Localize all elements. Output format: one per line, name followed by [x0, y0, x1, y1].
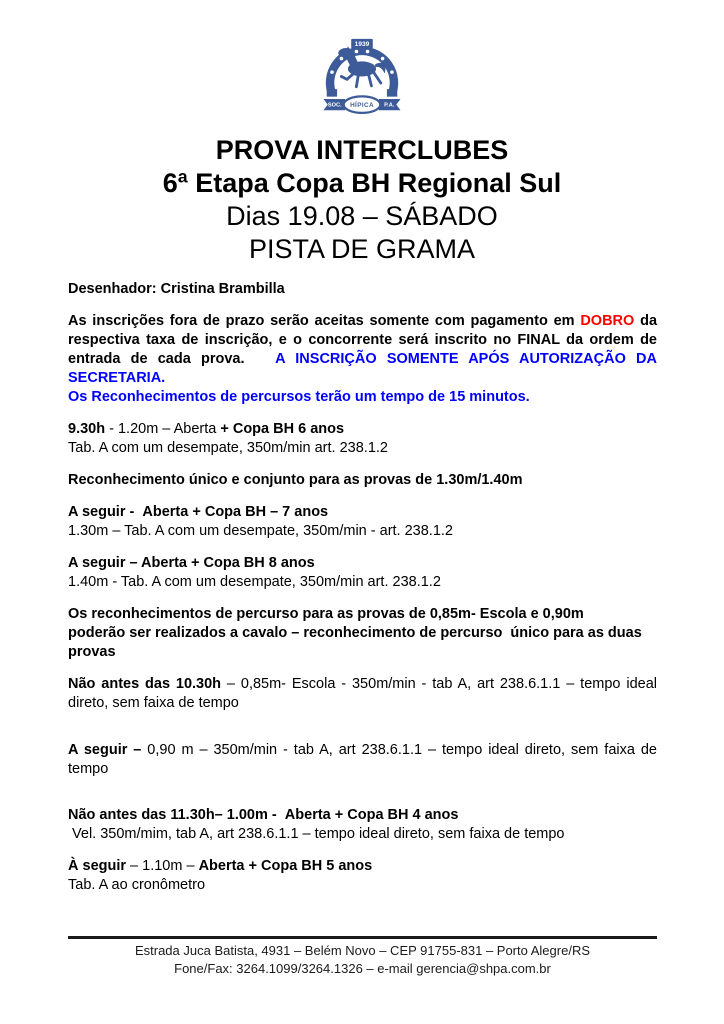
text-run: Os Reconhecimentos de percursos terão um tempo de 15 minutos. — [68, 389, 530, 405]
footer-phone-email: Fone/Fax: 3264.1099/3264.1326 – e-mail gerencia@shpa.com.br — [174, 961, 551, 976]
logo-year-text: 1939 — [354, 41, 370, 49]
text-run: da respectiva taxa de inscrição, e o concorrente será inscrito no FINAL da ordem de entrada de cada prova. — [68, 313, 658, 367]
paragraph — [68, 806, 657, 825]
event-title: PROVA INTERCLUBES — [215, 135, 509, 165]
text-run: 1.30m – Tab. A com um desempate, 350m/min - art. 238.1.2 — [68, 523, 453, 539]
paragraph — [68, 573, 657, 592]
horseshoe-caulk-right — [387, 89, 397, 97]
text-run: Desenhador: Cristina Brambilla — [68, 281, 285, 297]
nail-hole — [340, 57, 344, 61]
paragraph — [68, 439, 657, 458]
footer-address: Estrada Juca Batista, 4931 – Belém Novo – CEP 91755-831 – Porto Alegre/RS — [134, 943, 591, 958]
text-run: – 1.10m – — [126, 858, 199, 874]
paragraph — [68, 280, 657, 299]
paragraph — [68, 554, 657, 573]
horseshoe-caulk-left — [327, 89, 337, 97]
text-run: Tab. A com um desempate, 350m/min art. 238.1.2 — [68, 440, 388, 456]
text-run: Os reconhecimentos de percurso para as provas de 0,85m- Escola e 0,90m — [68, 606, 584, 622]
text-run: A seguir - Aberta + Copa BH – 7 anos — [68, 504, 329, 520]
text-run: Vel. 350m/mim, tab A, art 238.6.1.1 – tempo ideal direto, sem faixa de tempo — [68, 826, 565, 842]
paragraph — [68, 741, 657, 779]
page-footer — [68, 936, 657, 978]
paragraph — [68, 624, 657, 662]
text-run: Reconhecimento único e conjunto para as provas de 1.30m/1.40m — [68, 472, 523, 488]
text-run: A seguir – — [68, 742, 142, 758]
nail-hole — [390, 70, 394, 74]
event-stage: 6ª Etapa Copa BH Regional Sul — [162, 168, 562, 198]
text-run: – 0,85m- Escola - 350m/min - tab A, art 238.6.1.1 – tempo ideal direto, sem faixa de tempo — [68, 676, 657, 711]
text-run: 1.40m - Tab. A com um desempate, 350m/min art. 238.1.2 — [68, 574, 441, 590]
paragraph — [68, 605, 657, 624]
paragraph — [68, 312, 657, 388]
nail-hole — [355, 50, 359, 54]
title-block — [0, 134, 724, 266]
text-run: Não antes das 10.30h — [68, 676, 222, 692]
text-run: A INSCRIÇÃO SOMENTE APÓS AUTORIZAÇÃO DA SECRETARIA. — [68, 351, 657, 386]
text-run: À seguir — [68, 858, 127, 874]
text-run: 0,90 m – 350m/min - tab A, art 238.6.1.1 – tempo ideal direto, sem faixa de tempo — [68, 742, 657, 777]
ribbon-center-text: HÍPICA — [350, 102, 374, 110]
paragraph — [68, 388, 657, 407]
paragraph — [68, 420, 657, 439]
text-run: + Copa BH 6 anos — [220, 421, 345, 437]
nail-hole — [330, 70, 334, 74]
text-run: As inscrições fora de prazo serão aceitas somente com pagamento em — [68, 313, 581, 329]
text-run: Aberta + Copa BH 5 anos — [198, 858, 373, 874]
text-run: 9.30h — [68, 421, 106, 437]
text-run: - 1.20m – Aberta — [105, 421, 221, 437]
body-content — [68, 280, 657, 895]
club-logo — [0, 0, 724, 115]
event-track: PISTA DE GRAMA — [248, 234, 476, 264]
paragraph — [68, 876, 657, 895]
text-run: DOBRO — [580, 313, 635, 329]
paragraph — [68, 675, 657, 713]
text-run: poderão ser realizados a cavalo – reconhecimento de percurso único para as duas provas — [68, 625, 642, 660]
text-run: Tab. A ao cronômetro — [68, 877, 206, 893]
text-run: A seguir – Aberta + Copa BH 8 anos — [68, 555, 315, 571]
paragraph — [68, 503, 657, 522]
text-run: Não antes das 11.30h– 1.00m - Aberta + Copa BH 4 anos — [68, 807, 459, 823]
paragraph — [68, 857, 657, 876]
ribbon-right-text: P.A. — [384, 102, 395, 109]
ribbon-left-text: SOC. — [327, 102, 342, 109]
paragraph — [68, 522, 657, 541]
paragraph — [68, 825, 657, 844]
paragraph — [68, 471, 657, 490]
nail-hole — [381, 57, 385, 61]
nail-hole — [366, 50, 370, 54]
horseshoe-horse-logo-icon — [315, 36, 409, 115]
event-date: Dias 19.08 – SÁBADO — [226, 201, 498, 231]
